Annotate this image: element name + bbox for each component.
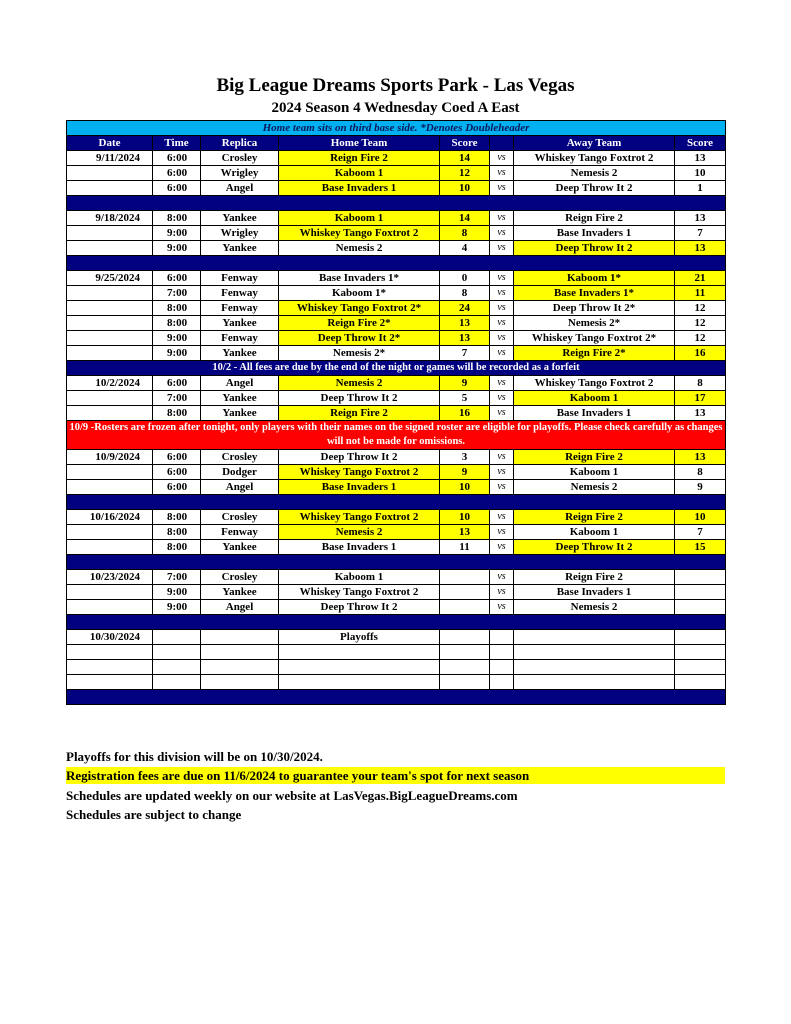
away-score: 13 — [675, 406, 726, 421]
table-row — [67, 286, 726, 301]
column-header-away-team: Away Team — [514, 136, 675, 151]
table-row — [67, 301, 726, 316]
empty-cell — [153, 675, 201, 690]
away-score: 11 — [675, 286, 726, 301]
game-date — [67, 585, 153, 600]
home-score: 5 — [440, 391, 490, 406]
home-score: 14 — [440, 151, 490, 166]
vs-cell: vs — [490, 346, 514, 361]
home-team: Kaboom 1 — [279, 570, 440, 585]
empty-cell — [67, 660, 153, 675]
away-team: Base Invaders 1 — [514, 585, 675, 600]
game-date: 9/11/2024 — [67, 151, 153, 166]
game-time: 6:00 — [153, 181, 201, 196]
home-score: 10 — [440, 510, 490, 525]
home-score: 12 — [440, 166, 490, 181]
home-score — [440, 585, 490, 600]
table-row — [67, 166, 726, 181]
table-row — [67, 465, 726, 480]
separator-cell — [67, 690, 726, 705]
game-time: 8:00 — [153, 525, 201, 540]
game-replica: Fenway — [201, 301, 279, 316]
empty-cell — [440, 645, 490, 660]
announcement-row — [67, 361, 726, 376]
empty-cell — [153, 660, 201, 675]
home-team: Base Invaders 1 — [279, 181, 440, 196]
empty-cell — [675, 675, 726, 690]
home-team: Nemesis 2 — [279, 376, 440, 391]
empty-cell — [279, 675, 440, 690]
away-score: 8 — [675, 376, 726, 391]
game-replica: Angel — [201, 181, 279, 196]
vs-cell: vs — [490, 600, 514, 615]
game-time: 6:00 — [153, 450, 201, 465]
table-row — [67, 510, 726, 525]
separator-cell — [67, 495, 726, 510]
home-score: 10 — [440, 480, 490, 495]
home-team: Deep Throw It 2* — [279, 331, 440, 346]
vs-cell: vs — [490, 331, 514, 346]
away-team: Base Invaders 1 — [514, 406, 675, 421]
table-row — [67, 391, 726, 406]
game-time: 7:00 — [153, 391, 201, 406]
away-score: 1 — [675, 181, 726, 196]
footer-disclaimer: Schedules are subject to change — [66, 807, 242, 822]
header-row — [67, 136, 726, 151]
game-time: 9:00 — [153, 226, 201, 241]
away-score — [675, 600, 726, 615]
separator-cell — [67, 555, 726, 570]
game-replica: Wrigley — [201, 226, 279, 241]
home-score — [440, 570, 490, 585]
game-replica: Yankee — [201, 346, 279, 361]
game-date: 9/18/2024 — [67, 211, 153, 226]
home-team: Reign Fire 2 — [279, 151, 440, 166]
home-score: 16 — [440, 406, 490, 421]
game-replica: Wrigley — [201, 166, 279, 181]
home-score: 0 — [440, 271, 490, 286]
away-team: Deep Throw It 2 — [514, 241, 675, 256]
table-row — [67, 480, 726, 495]
empty-cell — [279, 660, 440, 675]
game-date — [67, 226, 153, 241]
empty-cell — [201, 675, 279, 690]
table-row — [67, 211, 726, 226]
column-header-time: Time — [153, 136, 201, 151]
away-score: 17 — [675, 391, 726, 406]
away-team: Deep Throw It 2 — [514, 540, 675, 555]
away-score: 21 — [675, 271, 726, 286]
table-row — [67, 241, 726, 256]
table-row — [67, 376, 726, 391]
separator-cell — [67, 256, 726, 271]
game-time: 9:00 — [153, 331, 201, 346]
home-team: Whiskey Tango Foxtrot 2 — [279, 465, 440, 480]
game-date — [67, 600, 153, 615]
home-team: Deep Throw It 2 — [279, 391, 440, 406]
game-date — [67, 480, 153, 495]
empty-cell — [490, 675, 514, 690]
game-date — [67, 406, 153, 421]
game-date: 10/30/2024 — [67, 630, 153, 645]
note-text: Home team sits on third base side. *Denotes Doubleheader — [67, 121, 726, 136]
vs-cell: vs — [490, 226, 514, 241]
away-team: Base Invaders 1 — [514, 226, 675, 241]
home-score: 10 — [440, 181, 490, 196]
column-header-date: Date — [67, 136, 153, 151]
away-team: Kaboom 1 — [514, 465, 675, 480]
game-time: 8:00 — [153, 211, 201, 226]
home-score: 14 — [440, 211, 490, 226]
game-date: 10/2/2024 — [67, 376, 153, 391]
home-score: 7 — [440, 346, 490, 361]
away-score: 15 — [675, 540, 726, 555]
home-score: 13 — [440, 316, 490, 331]
game-replica: Yankee — [201, 540, 279, 555]
game-replica: Yankee — [201, 316, 279, 331]
vs-cell: vs — [490, 316, 514, 331]
away-score: 13 — [675, 151, 726, 166]
empty-cell — [514, 675, 675, 690]
home-score: 8 — [440, 226, 490, 241]
home-team: Reign Fire 2 — [279, 406, 440, 421]
game-replica: Fenway — [201, 331, 279, 346]
home-score — [440, 630, 490, 645]
vs-cell: vs — [490, 286, 514, 301]
game-time: 6:00 — [153, 376, 201, 391]
away-team: Nemesis 2 — [514, 166, 675, 181]
table-row — [67, 525, 726, 540]
game-time: 8:00 — [153, 316, 201, 331]
away-team: Reign Fire 2 — [514, 211, 675, 226]
home-score: 13 — [440, 331, 490, 346]
table-row — [67, 570, 726, 585]
vs-cell: vs — [490, 301, 514, 316]
game-time: 9:00 — [153, 346, 201, 361]
column-header-away-score: Score — [675, 136, 726, 151]
game-date — [67, 166, 153, 181]
game-replica: Yankee — [201, 406, 279, 421]
vs-cell: vs — [490, 391, 514, 406]
away-team: Whiskey Tango Foxtrot 2 — [514, 151, 675, 166]
away-team: Reign Fire 2 — [514, 510, 675, 525]
game-date — [67, 286, 153, 301]
away-team: Reign Fire 2* — [514, 346, 675, 361]
game-date — [67, 241, 153, 256]
game-date — [67, 301, 153, 316]
home-team: Base Invaders 1 — [279, 540, 440, 555]
home-score: 13 — [440, 525, 490, 540]
playoffs-label: Playoffs — [279, 630, 440, 645]
game-date — [67, 525, 153, 540]
game-time: 6:00 — [153, 480, 201, 495]
away-score: 12 — [675, 316, 726, 331]
vs-cell: vs — [490, 465, 514, 480]
game-date: 10/23/2024 — [67, 570, 153, 585]
vs-cell: vs — [490, 406, 514, 421]
game-date — [67, 540, 153, 555]
home-team: Reign Fire 2* — [279, 316, 440, 331]
away-team: Whiskey Tango Foxtrot 2 — [514, 376, 675, 391]
vs-cell: vs — [490, 181, 514, 196]
vs-cell: vs — [490, 570, 514, 585]
home-team: Whiskey Tango Foxtrot 2* — [279, 301, 440, 316]
table-row — [67, 271, 726, 286]
away-score: 13 — [675, 241, 726, 256]
away-score: 12 — [675, 301, 726, 316]
table-row — [67, 151, 726, 166]
home-team: Kaboom 1 — [279, 211, 440, 226]
away-team: Kaboom 1 — [514, 391, 675, 406]
column-header-home-score: Score — [440, 136, 490, 151]
vs-cell: vs — [490, 450, 514, 465]
away-team: Kaboom 1 — [514, 525, 675, 540]
table-row — [67, 181, 726, 196]
game-date: 9/25/2024 — [67, 271, 153, 286]
game-replica: Angel — [201, 480, 279, 495]
away-team: Base Invaders 1* — [514, 286, 675, 301]
footer-playoffs-note: Playoffs for this division will be on 10/30/2024. — [66, 749, 323, 764]
empty-cell — [153, 645, 201, 660]
table-row — [67, 540, 726, 555]
home-score: 8 — [440, 286, 490, 301]
game-replica: Fenway — [201, 286, 279, 301]
game-time: 6:00 — [153, 151, 201, 166]
table-row — [67, 630, 726, 645]
home-team: Nemesis 2 — [279, 525, 440, 540]
game-time: 8:00 — [153, 406, 201, 421]
table-row — [67, 645, 726, 660]
away-team: Deep Throw It 2 — [514, 181, 675, 196]
away-score: 7 — [675, 226, 726, 241]
vs-cell: vs — [490, 525, 514, 540]
separator-row — [67, 196, 726, 211]
game-time: 9:00 — [153, 241, 201, 256]
home-team: Kaboom 1* — [279, 286, 440, 301]
away-team: Kaboom 1* — [514, 271, 675, 286]
separator-row — [67, 615, 726, 630]
separator-cell — [67, 196, 726, 211]
home-team: Nemesis 2 — [279, 241, 440, 256]
game-time: 7:00 — [153, 286, 201, 301]
home-team: Deep Throw It 2 — [279, 600, 440, 615]
game-date: 10/9/2024 — [67, 450, 153, 465]
game-time: 8:00 — [153, 540, 201, 555]
home-team: Deep Throw It 2 — [279, 450, 440, 465]
away-score: 9 — [675, 480, 726, 495]
away-score: 8 — [675, 465, 726, 480]
game-time: 6:00 — [153, 465, 201, 480]
empty-cell — [514, 660, 675, 675]
away-team: Nemesis 2 — [514, 600, 675, 615]
away-team — [514, 630, 675, 645]
game-time — [153, 630, 201, 645]
home-score: 4 — [440, 241, 490, 256]
away-score: 10 — [675, 166, 726, 181]
footer-registration-note: Registration fees are due on 11/6/2024 to guarantee your team's spot for next season — [66, 767, 725, 784]
separator-row — [67, 555, 726, 570]
away-team: Whiskey Tango Foxtrot 2* — [514, 331, 675, 346]
away-score: 12 — [675, 331, 726, 346]
home-team: Whiskey Tango Foxtrot 2 — [279, 510, 440, 525]
home-score: 3 — [440, 450, 490, 465]
game-time: 6:00 — [153, 166, 201, 181]
game-replica: Crosley — [201, 450, 279, 465]
page-title: Big League Dreams Sports Park - Las Vegas — [216, 75, 575, 96]
announcement-row — [67, 421, 726, 450]
away-score: 16 — [675, 346, 726, 361]
game-date — [67, 391, 153, 406]
game-replica: Yankee — [201, 585, 279, 600]
home-team: Base Invaders 1 — [279, 480, 440, 495]
home-score: 9 — [440, 376, 490, 391]
game-replica: Crosley — [201, 570, 279, 585]
away-score: 13 — [675, 211, 726, 226]
game-date — [67, 465, 153, 480]
away-team: Deep Throw It 2* — [514, 301, 675, 316]
game-time: 8:00 — [153, 510, 201, 525]
game-replica: Angel — [201, 376, 279, 391]
game-replica: Crosley — [201, 151, 279, 166]
game-date — [67, 181, 153, 196]
home-score: 9 — [440, 465, 490, 480]
game-replica: Angel — [201, 600, 279, 615]
table-row — [67, 406, 726, 421]
vs-cell: vs — [490, 376, 514, 391]
game-time: 7:00 — [153, 570, 201, 585]
column-header-vs — [490, 136, 514, 151]
game-date: 10/16/2024 — [67, 510, 153, 525]
home-team: Nemesis 2* — [279, 346, 440, 361]
vs-cell: vs — [490, 585, 514, 600]
home-score: 11 — [440, 540, 490, 555]
table-row — [67, 226, 726, 241]
empty-cell — [490, 645, 514, 660]
table-row — [67, 600, 726, 615]
empty-cell — [675, 660, 726, 675]
separator-cell — [67, 615, 726, 630]
away-team: Reign Fire 2 — [514, 570, 675, 585]
table-row — [67, 316, 726, 331]
vs-cell: vs — [490, 510, 514, 525]
away-score: 13 — [675, 450, 726, 465]
table-row — [67, 585, 726, 600]
vs-cell: vs — [490, 211, 514, 226]
game-date — [67, 331, 153, 346]
home-score — [440, 600, 490, 615]
vs-cell — [490, 630, 514, 645]
game-replica: Fenway — [201, 271, 279, 286]
vs-cell: vs — [490, 151, 514, 166]
empty-cell — [201, 645, 279, 660]
announcement-text: 10/2 - All fees are due by the end of the night or games will be recorded as a forfeit — [67, 361, 726, 376]
table-row — [67, 346, 726, 361]
game-date — [67, 346, 153, 361]
game-time: 9:00 — [153, 600, 201, 615]
column-header-replica: Replica — [201, 136, 279, 151]
empty-cell — [490, 660, 514, 675]
away-score: 10 — [675, 510, 726, 525]
game-replica: Yankee — [201, 241, 279, 256]
table-row — [67, 450, 726, 465]
schedule-table — [66, 120, 726, 705]
vs-cell: vs — [490, 271, 514, 286]
game-time: 6:00 — [153, 271, 201, 286]
away-team: Nemesis 2* — [514, 316, 675, 331]
empty-cell — [67, 675, 153, 690]
column-header-home-team: Home Team — [279, 136, 440, 151]
vs-cell: vs — [490, 241, 514, 256]
vs-cell: vs — [490, 540, 514, 555]
footer-website-note: Schedules are updated weekly on our website at LasVegas.BigLeagueDreams.com — [66, 788, 518, 803]
game-replica: Yankee — [201, 391, 279, 406]
empty-cell — [67, 645, 153, 660]
separator-row — [67, 690, 726, 705]
note-row — [67, 121, 726, 136]
empty-cell — [514, 645, 675, 660]
home-score: 24 — [440, 301, 490, 316]
game-time: 9:00 — [153, 585, 201, 600]
game-replica — [201, 630, 279, 645]
away-score: 7 — [675, 525, 726, 540]
home-team: Kaboom 1 — [279, 166, 440, 181]
home-team: Whiskey Tango Foxtrot 2 — [279, 585, 440, 600]
game-time: 8:00 — [153, 301, 201, 316]
empty-cell — [440, 675, 490, 690]
vs-cell: vs — [490, 480, 514, 495]
away-score — [675, 585, 726, 600]
away-team: Nemesis 2 — [514, 480, 675, 495]
game-replica: Yankee — [201, 211, 279, 226]
table-row — [67, 660, 726, 675]
table-row — [67, 331, 726, 346]
game-replica: Fenway — [201, 525, 279, 540]
empty-cell — [675, 645, 726, 660]
separator-row — [67, 256, 726, 271]
empty-cell — [440, 660, 490, 675]
home-team: Whiskey Tango Foxtrot 2 — [279, 226, 440, 241]
away-score — [675, 630, 726, 645]
away-team: Reign Fire 2 — [514, 450, 675, 465]
table-row — [67, 675, 726, 690]
game-replica: Dodger — [201, 465, 279, 480]
empty-cell — [201, 660, 279, 675]
announcement-text: 10/9 -Rosters are frozen after tonight, only players with their names on the signed roster are eligible for playoffs. Please check carefully as changes will not be made for omissions. — [67, 421, 726, 450]
game-date — [67, 316, 153, 331]
home-team: Base Invaders 1* — [279, 271, 440, 286]
game-replica: Crosley — [201, 510, 279, 525]
empty-cell — [279, 645, 440, 660]
vs-cell: vs — [490, 166, 514, 181]
away-score — [675, 570, 726, 585]
page-subtitle: 2024 Season 4 Wednesday Coed A East — [271, 100, 520, 116]
separator-row — [67, 495, 726, 510]
